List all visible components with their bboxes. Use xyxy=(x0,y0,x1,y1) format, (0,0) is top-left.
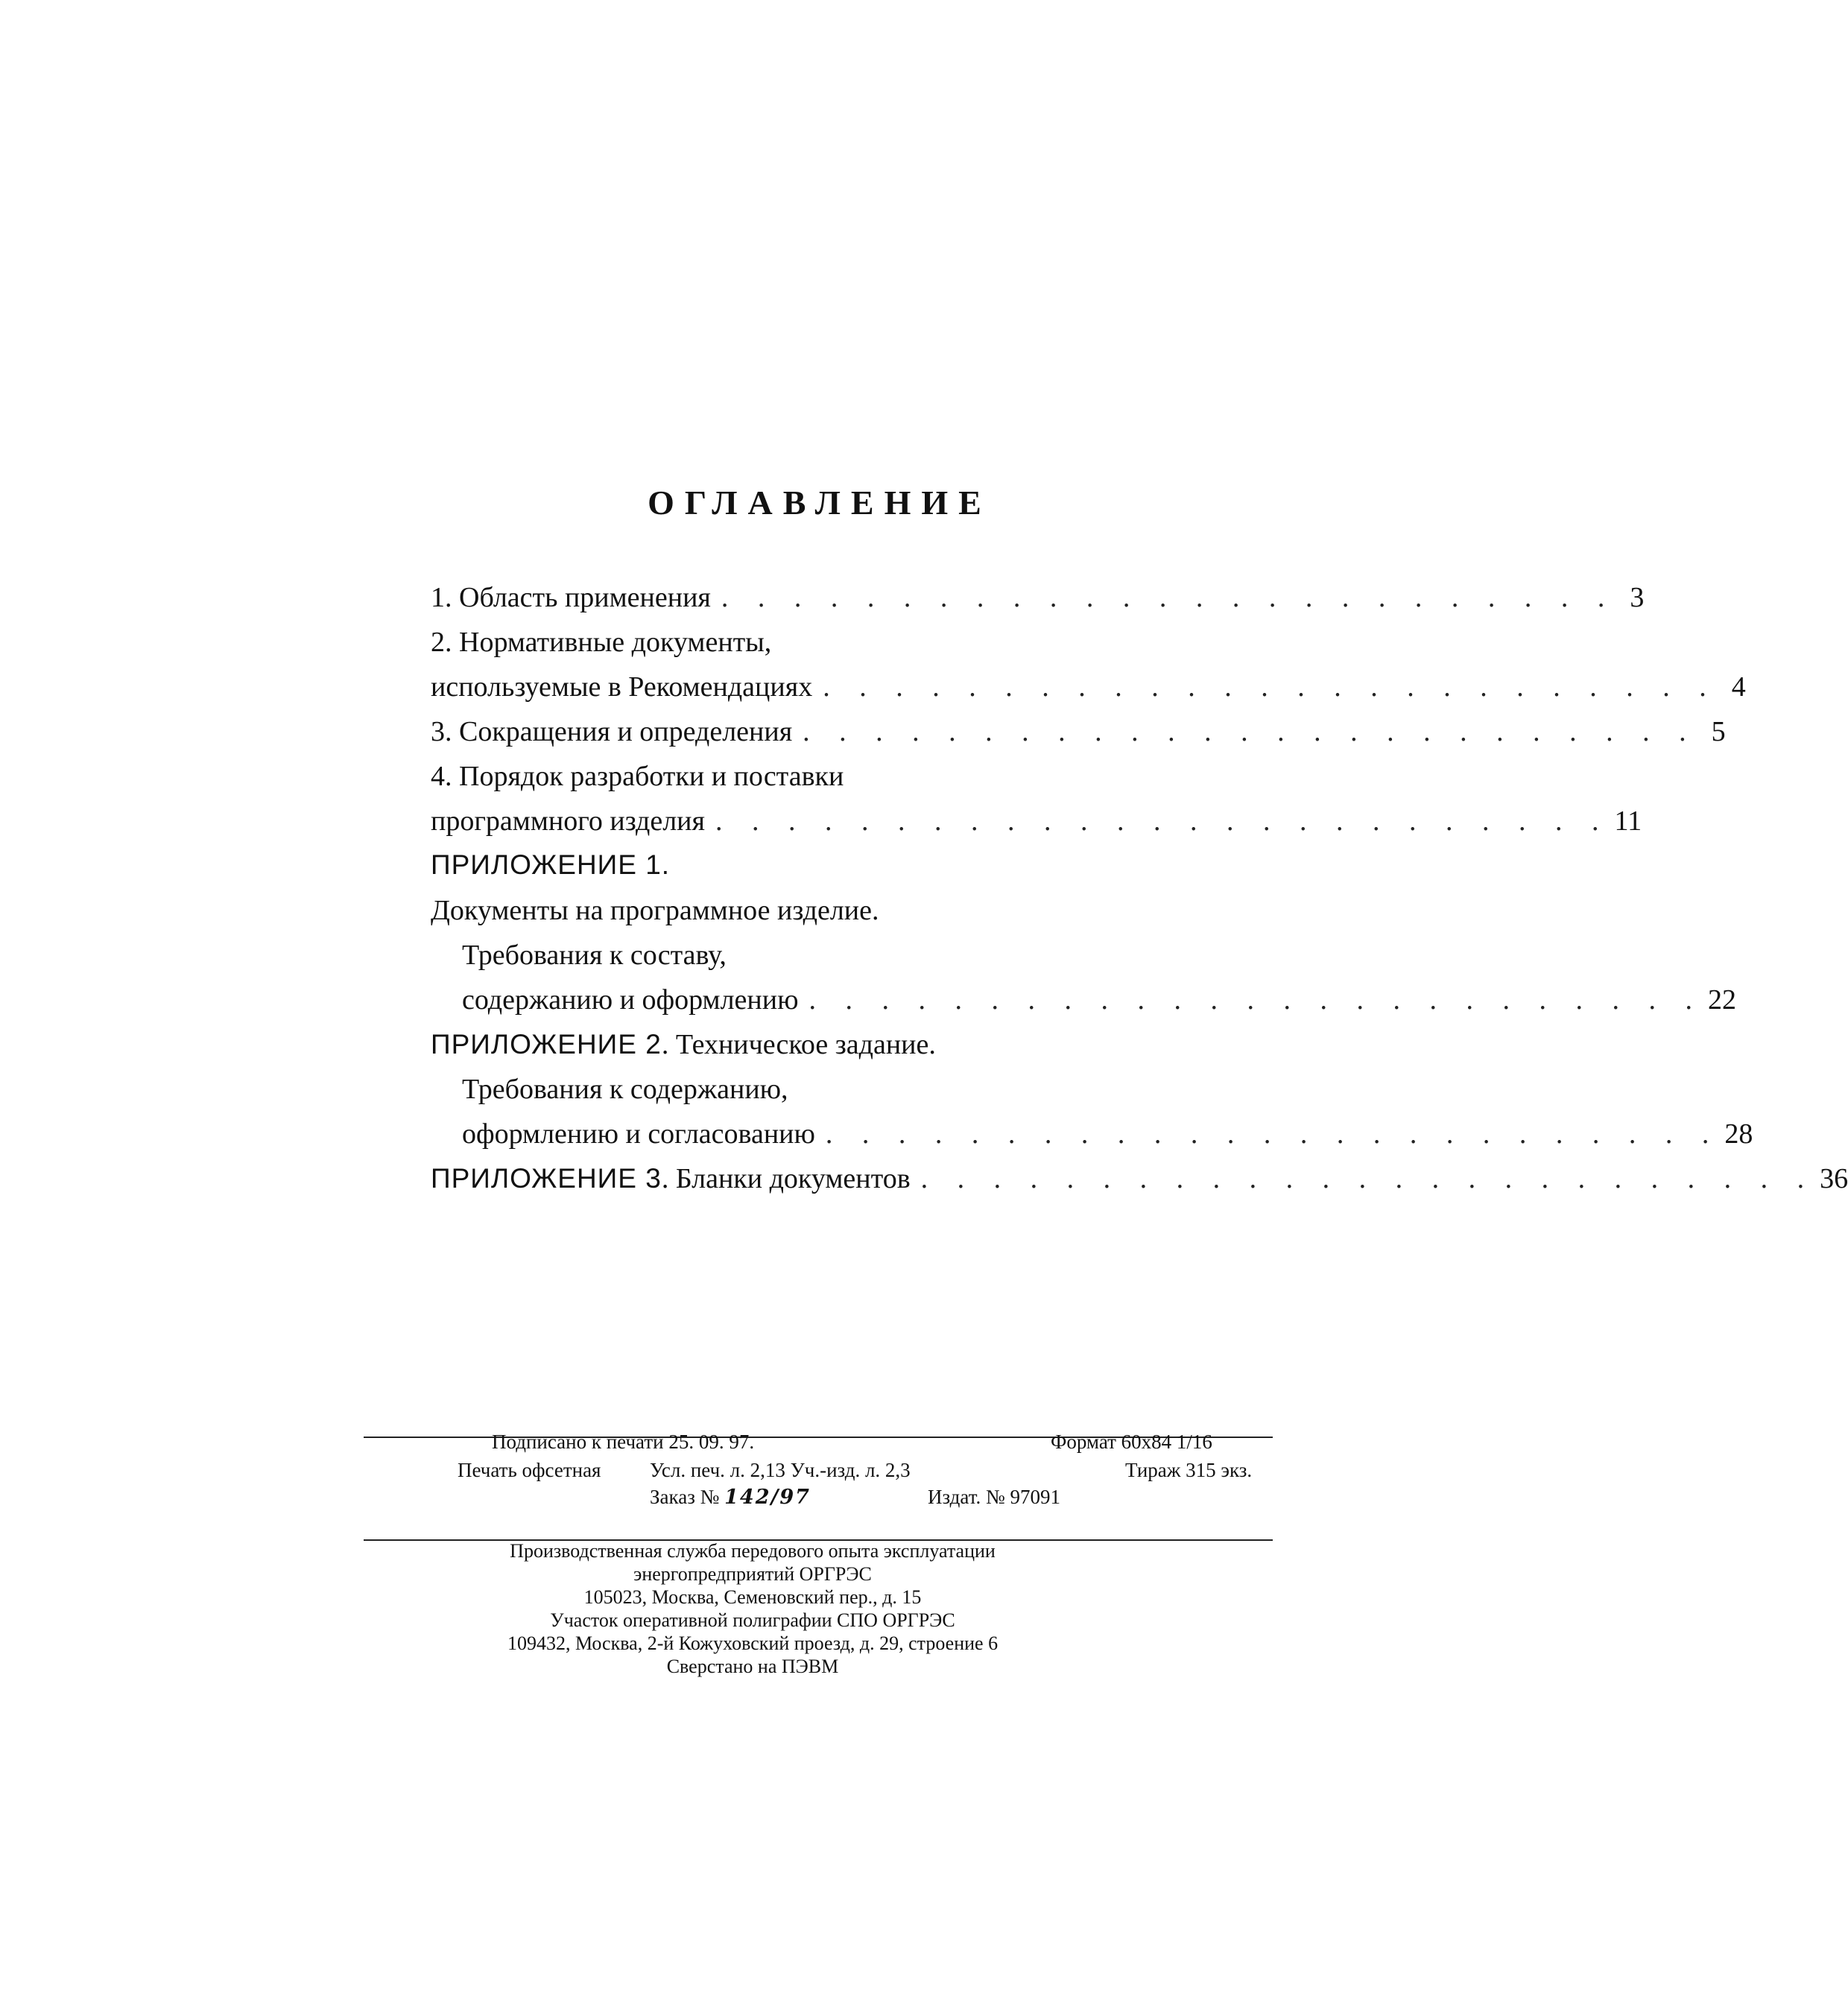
toc-entry-2-text-1: 2. Нормативные документы, xyxy=(431,627,772,658)
appendix-3-entry xyxy=(431,1162,1848,1197)
appendix-1-line2 xyxy=(462,939,727,973)
imprint-format: Формат 60x84 1/16 xyxy=(1051,1431,1212,1453)
appendix-2-text-3: оформлению и согласованию xyxy=(462,1118,815,1150)
toc-entry-3-text: 3. Сокращения и определения xyxy=(431,716,793,747)
toc-entry-2 xyxy=(431,671,1746,705)
order-label: Заказ № xyxy=(650,1486,720,1508)
appendix-1-heading-text: ПРИЛОЖЕНИЕ 1. xyxy=(431,849,671,880)
appendix-1-heading xyxy=(431,849,670,884)
toc-entry-2-line1 xyxy=(431,626,771,660)
publisher-line-4: Участок оперативной полиграфии СПО ОРГРЭС xyxy=(550,1609,955,1631)
toc-entry-2-page: 4 xyxy=(1731,671,1746,703)
toc-entry-4-page: 11 xyxy=(1614,805,1642,837)
leader-dots: . . . . . . . . . . . . . . . . . . . . . . . . . xyxy=(721,582,1616,613)
publisher-block xyxy=(492,1539,1013,1678)
toc-entry-1-text: 1. Область применения xyxy=(431,582,711,613)
appendix-2-heading-rest: . Техническое задание. xyxy=(661,1029,936,1060)
publisher-line-3: 105023, Москва, Семеновский пер., д. 15 xyxy=(583,1586,922,1608)
imprint-run: Тираж 315 экз. xyxy=(1125,1459,1253,1481)
toc-entry-3 xyxy=(431,715,1726,750)
appendix-1-text-2: Требования к составу, xyxy=(462,940,727,971)
toc-entry-1 xyxy=(431,581,1645,615)
imprint-publisher-number: Издат. № 97091 xyxy=(928,1486,1060,1508)
toc-entry-3-page: 5 xyxy=(1711,716,1726,747)
imprint-signed: Подписано к печати 25. 09. 97. xyxy=(492,1431,755,1453)
toc-entry-4-text-2: программного изделия xyxy=(431,805,705,837)
toc-entry-1-page: 3 xyxy=(1630,582,1645,613)
toc-entry-4-text-1: 4. Порядок разработки и поставки xyxy=(431,761,844,792)
appendix-1-entry xyxy=(462,984,1736,1018)
appendix-2-text-2: Требования к содержанию, xyxy=(462,1074,788,1105)
leader-dots: . . . . . . . . . . . . . . . . . . . . . . . . . xyxy=(803,716,1697,747)
imprint-sheets: Усл. печ. л. 2,13 Уч.-изд. л. 2,3 xyxy=(650,1459,911,1481)
leader-dots: . . . . . . . . . . . . . . . . . . . . . . . . . xyxy=(825,1118,1721,1150)
appendix-1-line1 xyxy=(431,894,879,928)
leader-dots: . . . . . . . . . . . . . . . . . . . . . . . . . xyxy=(715,805,1610,837)
appendix-2-page: 28 xyxy=(1724,1118,1753,1150)
appendix-2-entry xyxy=(462,1118,1753,1152)
order-number: 142/97 xyxy=(724,1486,811,1509)
appendix-3-heading-rest: . Бланки документов xyxy=(661,1163,911,1194)
appendix-2-heading xyxy=(431,1028,936,1062)
appendix-1-text-1: Документы на программное изделие. xyxy=(431,895,879,926)
publisher-line-2: энергопредприятий ОРГРЭС xyxy=(633,1563,872,1585)
appendix-1-page: 22 xyxy=(1707,984,1736,1016)
leader-dots: . . . . . . . . . . . . . . . . . . . . . . . . . xyxy=(808,984,1703,1016)
publisher-line-1: Производственная служба передового опыта эксплуатации xyxy=(510,1540,996,1562)
appendix-3-heading-text: ПРИЛОЖЕНИЕ 3 xyxy=(431,1163,662,1194)
imprint-print-type: Печать офсетная xyxy=(458,1459,601,1481)
toc-entry-4-line1 xyxy=(431,760,844,794)
imprint-order xyxy=(650,1486,811,1509)
publisher-line-6: Сверстано на ПЭВМ xyxy=(666,1656,839,1677)
appendix-3-page: 36 xyxy=(1820,1163,1848,1194)
leader-dots: . . . . . . . . . . . . . . . . . . . . . . . . . xyxy=(823,671,1718,703)
toc-title: ОГЛАВЛЕНИЕ xyxy=(648,484,992,522)
toc-entry-2-text-2: используемые в Рекомендациях xyxy=(431,671,813,703)
publisher-line-5: 109432, Москва, 2-й Кожуховский проезд, д. 29, строение 6 xyxy=(507,1632,999,1654)
appendix-1-text-3: содержанию и оформлению xyxy=(462,984,799,1016)
toc-entry-4 xyxy=(431,805,1642,839)
appendix-2-line2 xyxy=(462,1073,788,1107)
leader-dots: . . . . . . . . . . . . . . . . . . . . . . . . . xyxy=(920,1163,1816,1194)
appendix-2-heading-text: ПРИЛОЖЕНИЕ 2 xyxy=(431,1029,662,1060)
